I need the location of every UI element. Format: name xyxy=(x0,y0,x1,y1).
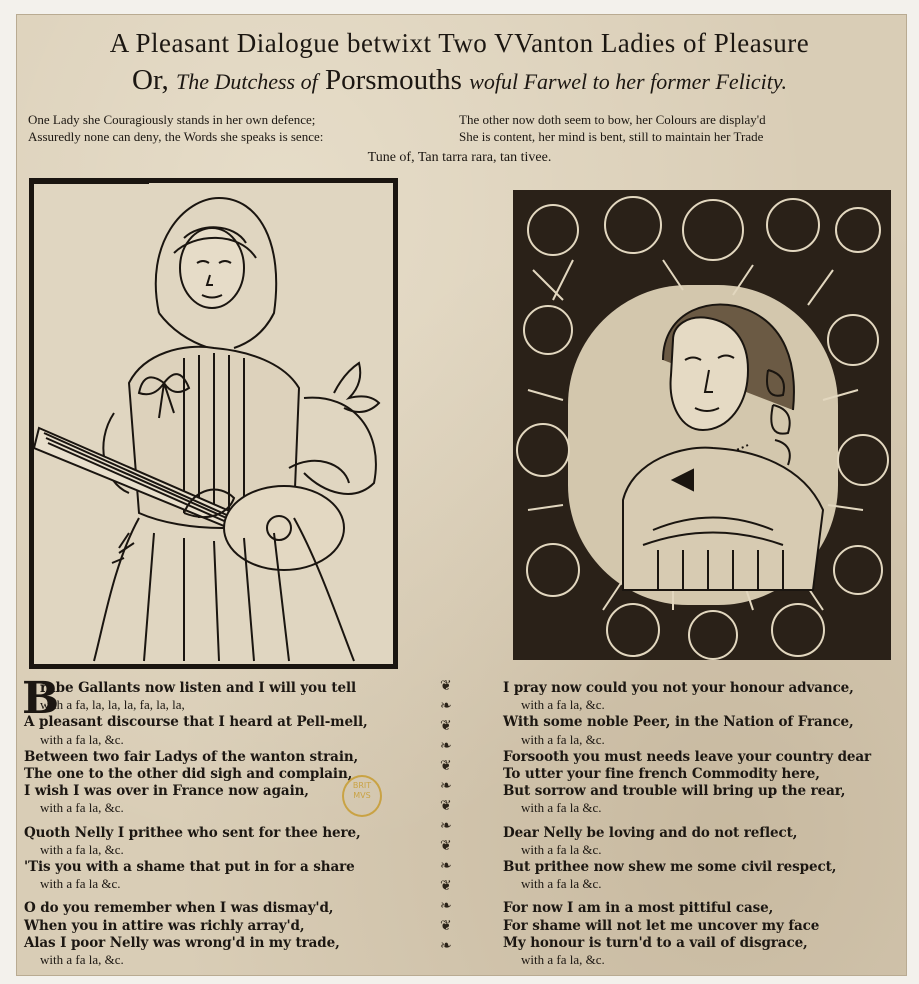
verse-line: The one to the other did sigh and complain, xyxy=(24,766,353,782)
summary-left-2: Assuredly none can deny, the Words she speaks is sence: xyxy=(28,129,324,144)
fleuron-icon: ❦ ❧ ❦ ❧ ❦ ❧ ❦ ❧ ❦ ❧ ❦ ❧ ❦ ❧ xyxy=(440,678,452,954)
tune-line: Tune of, Tan tarra rara, tan tivee. xyxy=(367,150,552,165)
summary-right-2: She is content, her mind is bent, still to maintain her Trade xyxy=(459,129,764,144)
verse-line: But prithee now shew me some civil respect, xyxy=(503,859,837,875)
ballad-title: A Pleasant Dialogue betwixt Two VVanton Ladies of Pleasure xyxy=(109,28,810,58)
verse-line: Alas I poor Nelly was wrong'd in my trade, xyxy=(24,934,340,951)
refrain-line: with a fa la, &c. xyxy=(40,800,124,816)
refrain-line: with a fa la, &c. xyxy=(521,697,605,713)
subtitle-roman: Porsmouths xyxy=(324,64,462,96)
refrain-line: with a fa la &c. xyxy=(521,876,602,892)
verse-line: 'Tis you with a shame that put in for a share xyxy=(24,859,355,875)
verse-line: To utter your fine french Commodity here, xyxy=(503,766,820,782)
verse-line: With some noble Peer, in the Nation of France, xyxy=(503,714,854,731)
verse-line: But sorrow and trouble will bring up the rear, xyxy=(503,783,846,800)
summary-right-1: The other now doth seem to bow, her Colours are display'd xyxy=(459,112,766,127)
duchess-floral-illustration xyxy=(513,190,891,660)
verse-line: Dear Nelly be loving and do not reflect, xyxy=(503,824,798,841)
subtitle-prefix: Or, xyxy=(132,64,169,96)
refrain-line: with a fa la, &c. xyxy=(40,952,124,967)
frame-top-rule-left xyxy=(29,178,149,184)
refrain-line: with a fa la &c. xyxy=(521,841,602,857)
verse-line: I pray now could you not your honour advance, xyxy=(503,680,854,696)
refrain-line: with a fa la, &c. xyxy=(40,841,124,857)
ballad-subtitle xyxy=(0,64,919,97)
verse-line: A pleasant discourse that I heard at Pell-mell, xyxy=(24,714,368,731)
woodcut-lady-with-guitar xyxy=(29,178,398,669)
verse-line: For shame will not let me uncover my face xyxy=(503,917,820,934)
verse-line: rabe Gallants now listen and I will you tell xyxy=(40,680,357,696)
lady-guitar-illustration xyxy=(34,183,393,664)
refrain-line: with a fa la &c. xyxy=(521,800,602,816)
refrain-line: with a fa la, &c. xyxy=(521,731,605,747)
verse-line: For now I am in a most pittiful case, xyxy=(503,900,774,917)
verse-line: When you in attire was richly array'd, xyxy=(24,917,305,934)
drop-cap: B xyxy=(22,673,60,724)
woodcut-duchess-floral xyxy=(513,190,891,660)
verse-line: I wish I was over in France now again, xyxy=(24,783,309,800)
refrain-line: with a fa la, &c. xyxy=(40,731,124,747)
subtitle-italic-2: woful Farwel to her former Felicity. xyxy=(469,69,787,94)
verse-line: Forsooth you must needs leave your country dear xyxy=(503,748,872,765)
refrain-line: with a fa la &c. xyxy=(40,876,121,892)
library-stamp: BRIT MVS xyxy=(342,775,382,817)
verse-line: O do you remember when I was dismay'd, xyxy=(24,900,334,917)
refrain-line: with a fa la, &c. xyxy=(521,952,605,967)
refrain-line: with a fa, la, la, la, fa, la, la, xyxy=(40,697,185,713)
verse-line: My honour is turn'd to a vail of disgrace, xyxy=(503,934,808,951)
verse-line: Between two fair Ladys of the wanton strain, xyxy=(24,748,359,765)
verse-line: Quoth Nelly I prithee who sent for thee here, xyxy=(24,824,361,841)
subtitle-italic-1: The Dutchess of xyxy=(175,69,318,94)
summary-left-1: One Lady she Couragiously stands in her own defence; xyxy=(28,112,316,127)
